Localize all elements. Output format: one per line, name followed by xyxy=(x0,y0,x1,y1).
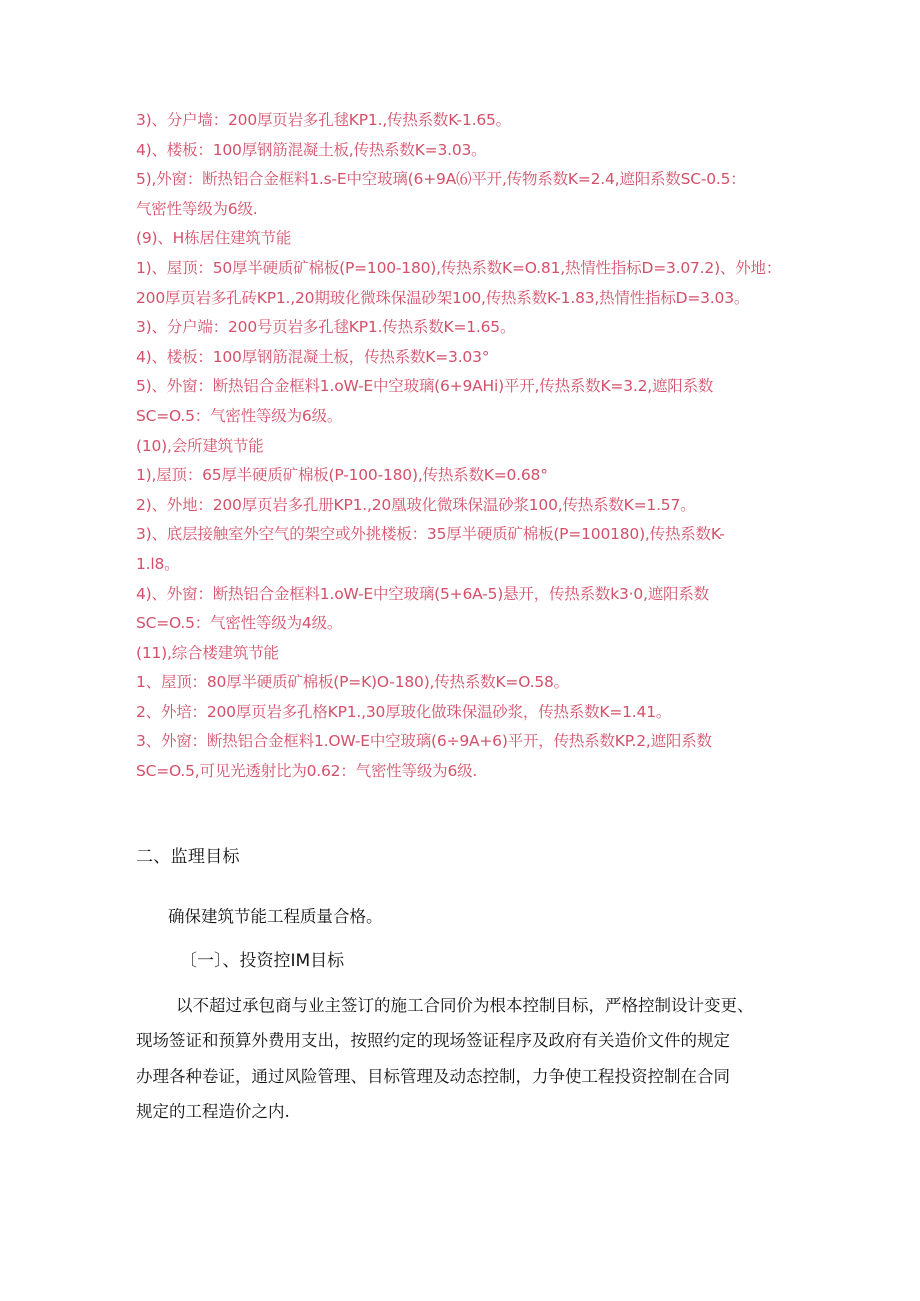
spec-line: 5),外窗：断热铝合金框料1.s-E中空玻璃(6+9A⑹平开,传物系数K=2.4,遮阳系数SC-0.5： xyxy=(136,170,746,189)
spec-line: 200厚页岩多孔砖KP1.,20期玻化微珠保温砂架100,传热系数K-1.83,热情性指标D=3.03。 xyxy=(136,288,750,307)
spec-line: 4)、外窗：断热铝合金框料1.oW-E中空玻璃(5+6A-5)悬开，传热系数k3·0,遮阳系数 xyxy=(136,584,709,603)
spec-line: SC=O.5：气密性等级为4级。 xyxy=(136,614,343,633)
spec-heading-h-building: (9)、H栋居住建筑节能 xyxy=(136,229,292,248)
spec-line: SC=O.5：气密性等级为6级。 xyxy=(136,406,343,425)
spec-line: 气密性等级为6级. xyxy=(136,199,258,218)
spec-heading-clubhouse: (10),会所建筑节能 xyxy=(136,436,264,455)
paragraph-line: 现场签证和预算外费用支出，按照约定的现场签证程序及政府有关造价文件的规定 xyxy=(136,1031,730,1051)
paragraph-line: 规定的工程造价之内. xyxy=(136,1101,290,1121)
spec-line: 1、屋顶：80厚半硬质矿棉板(P=K)O-180),传热系数K=O.58。 xyxy=(136,673,569,692)
section-heading: 二、监理目标 xyxy=(136,847,240,867)
paragraph-line: 办理各种卷证，通过风险管理、目标管理及动态控制，力争使工程投资控制在合同 xyxy=(136,1066,730,1086)
spec-line: 2)、外地：200厚页岩多孔册KP1.,20凰玻化微珠保温砂浆100,传热系数K=1.57。 xyxy=(136,495,696,514)
spec-line: SC=O.5,可见光透射比为0.62：气密性等级为6级. xyxy=(136,762,478,781)
sub-heading: 〔一〕、投资控IM目标 xyxy=(180,951,345,971)
spec-line: 3、外窗：断热铝合金框料1.OW-E中空玻璃(6÷9A+6)平开，传热系数KP.2,遮阳系数 xyxy=(136,732,712,751)
spec-line: 4)、楼板：100厚钢筋混凝土板，传热系数K=3.03° xyxy=(136,347,490,366)
spec-line: 1)、屋顶：50厚半硬质矿棉板(P=100-180),传热系数K=O.81,热情性指标D=3.07.2)、外地： xyxy=(136,258,782,277)
investment-control-paragraph xyxy=(136,988,826,1129)
goal-statement: 确保建筑节能工程质量合格。 xyxy=(168,907,383,926)
spec-line: 3)、底层接触室外空气的架空或外挑楼板：35厚半硬质矿棉板(P=100180),传热系数K- xyxy=(136,525,725,544)
spec-line: 1),屋顶：65厚半硬质矿棉板(P-100-180),传热系数K=0.68° xyxy=(136,466,548,485)
spec-line: 5)、外窗：断热铝合金框料1.oW-E中空玻璃(6+9AHi)平开,传热系数K=3.2,遮阳系数 xyxy=(136,377,714,396)
spec-line: 3)、分户墙：200厚页岩多孔毬KP1.,传热系数K-1.65。 xyxy=(136,111,511,129)
spec-heading-complex-building: (11),综合楼建筑节能 xyxy=(136,643,279,662)
spec-line: 1.l8。 xyxy=(136,554,180,573)
spec-line: 2、外培：200厚页岩多孔格KP1.,30厚玻化做珠保温砂浆，传热系数K=1.41。 xyxy=(136,702,672,721)
spec-line: 3)、分户端：200号页岩多孔毬KP1.传热系数K=1.65。 xyxy=(136,318,516,337)
paragraph-line: 以不超过承包商与业主签订的施工合同价为根本控制目标，严格控制设计变更、 xyxy=(176,996,754,1015)
spec-line: 4)、楼板：100厚钢筋混凝土板,传热系数K=3.03。 xyxy=(136,140,487,159)
energy-spec-list xyxy=(136,106,836,787)
